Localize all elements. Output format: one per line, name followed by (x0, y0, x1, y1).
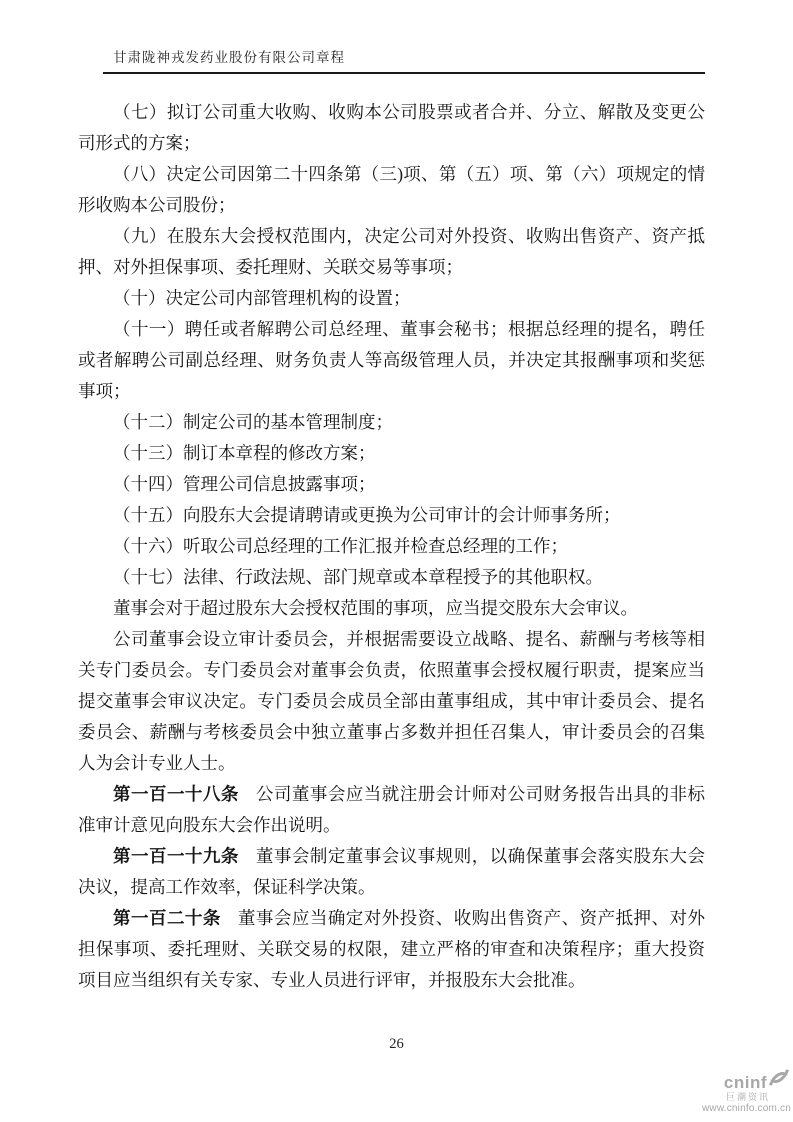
paragraph-text: 公司董事会应当就注册会计师对公司财务报告出具的非标准审计意见向股东大会作出说明。 (78, 784, 706, 835)
paragraph (78, 407, 705, 438)
paragraph (78, 283, 705, 314)
paragraph-text: （十七）法律、行政法规、部门规章或本章程授予的其他职权。 (113, 567, 603, 587)
cninfo-watermark (702, 1068, 790, 1114)
paragraph (78, 903, 705, 996)
cninfo-url: www.cninfo.com.cn (702, 1103, 791, 1114)
paragraph-text: （十四）管理公司信息披露事项； (113, 474, 376, 494)
paragraph-text: 董事会对于超过股东大会授权范围的事项，应当提交股东大会审议。 (113, 598, 638, 618)
paragraph (78, 221, 705, 283)
paragraph (78, 314, 705, 407)
paragraph-text: （七）拟订公司重大收购、收购本公司股票或者合并、分立、解散及变更公司形式的方案； (78, 102, 705, 153)
paragraph (78, 438, 705, 469)
paragraph-text: 董事会制定董事会议事规则，以确保董事会落实股东大会决议，提高工作效率，保证科学决策。 (78, 846, 706, 897)
paragraph (78, 562, 705, 593)
paragraph-text: （十一）聘任或者解聘公司总经理、董事会秘书；根据总经理的提名，聘任或者解聘公司副总经理、财务负责人等高级管理人员，并决定其报酬事项和奖惩事项； (78, 319, 705, 401)
paragraph-text: （十）决定公司内部管理机构的设置； (113, 288, 411, 308)
cninfo-logo (702, 1068, 790, 1091)
document-body (78, 97, 705, 996)
paragraph-text: （十二）制定公司的基本管理制度； (113, 412, 393, 432)
paragraph-text: 公司董事会设立审计委员会，并根据需要设立战略、提名、薪酬与考核等相关专门委员会。专门委员会对董事会负责，依照董事会授权履行职责，提案应当提交董事会审议决定。专门委员会成员全部由董事组成，其中审计委员会、提名委员会、薪酬与考核委员会中独立董事占多数并担任召集人，审计委员会的召集人为会计专业人士。 (78, 629, 705, 773)
paragraph (78, 593, 705, 624)
cninfo-chinese-label: 巨潮资讯 (725, 1092, 770, 1102)
page-number: 26 (389, 1036, 404, 1052)
paragraph (78, 97, 705, 159)
paragraph-text: （九）在股东大会授权范围内，决定公司对外投资、收购出售资产、资产抵押、对外担保事项、委托理财、关联交易等事项； (78, 226, 705, 277)
paragraph-text: 董事会应当确定对外投资、收购出售资产、资产抵押、对外担保事项、委托理财、关联交易的权限，建立严格的审查和决策程序；重大投资项目应当组织有关专家、专业人员进行评审，并报股东大会批准。 (78, 908, 706, 990)
paragraph (78, 500, 705, 531)
paragraph (78, 624, 705, 779)
article-number: 第一百一十九条 (113, 846, 239, 866)
paragraph-text: （十五）向股东大会提请聘请或更换为公司审计的会计师事务所； (113, 505, 621, 525)
paragraph-text: （十三）制订本章程的修改方案； (113, 443, 376, 463)
paragraph (78, 531, 705, 562)
paragraph (78, 469, 705, 500)
paragraph-text: （八）决定公司因第二十四条第（三)项、第（五）项、第（六）项规定的情形收购本公司股份； (78, 164, 705, 215)
paragraph (78, 841, 705, 903)
paragraph (78, 779, 705, 841)
document-header (103, 0, 705, 74)
document-title: 甘肃陇神戎发药业股份有限公司章程 (113, 50, 345, 65)
article-number: 第一百二十条 (113, 908, 221, 928)
cninfo-brand-text: cninf (723, 1073, 767, 1092)
paragraph (78, 159, 705, 221)
article-number: 第一百一十八条 (113, 784, 239, 804)
paragraph-text: （十六）听取公司总经理的工作汇报并检查总经理的工作； (113, 536, 568, 556)
cninfo-swirl-icon (768, 1068, 790, 1091)
